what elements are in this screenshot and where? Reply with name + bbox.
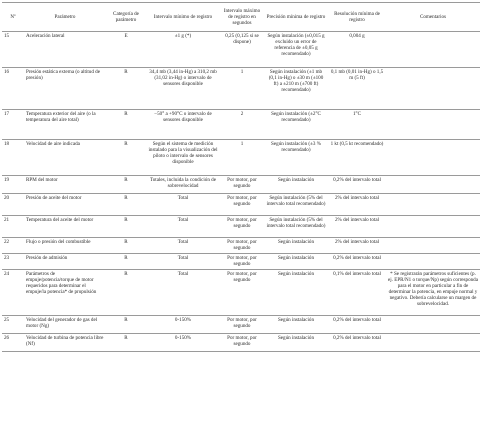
cell-precision: Según instalación: [264, 316, 328, 334]
header-cell-parameter: Parámetro: [24, 3, 106, 32]
table-row: [2, 334, 480, 352]
cell-category: R: [106, 334, 146, 352]
cell-resolution: 0,1 mb (0,01 in-Hg) o 1,5 m (5 ft): [328, 68, 386, 110]
cell-precision: Según instalación: [264, 270, 328, 316]
table-row: [2, 254, 480, 270]
table-row: [2, 270, 480, 316]
cell-comments: [386, 110, 480, 140]
cell-category: R: [106, 316, 146, 334]
cell-range: ±1 g (*): [146, 32, 220, 68]
cell-resolution: 1 kt (0,5 kt recomendado): [328, 140, 386, 176]
cell-range: Total: [146, 216, 220, 238]
table-header: [2, 3, 480, 32]
cell-comments: [386, 254, 480, 270]
cell-no: 18: [2, 140, 24, 176]
cell-resolution: 2% del intervalo total: [328, 238, 386, 254]
cell-category: R: [106, 176, 146, 194]
header-cell-resolution: Resolución mínima de registro: [328, 3, 386, 32]
table-body: [2, 32, 480, 352]
cell-no: 23: [2, 254, 24, 270]
header-cell-category: Categoría de parámetro: [106, 3, 146, 32]
cell-interval: 1: [220, 68, 264, 110]
cell-no: 22: [2, 238, 24, 254]
cell-range: Total: [146, 254, 220, 270]
header-cell-precision: Precisión mínima de registro: [264, 3, 328, 32]
cell-precision: Según instalación (±3 % recomendado): [264, 140, 328, 176]
cell-precision: Según instalación (5% del intervalo total recomendado): [264, 194, 328, 216]
cell-range: 0-150%: [146, 316, 220, 334]
cell-parameter: Velocidad de aire indicada: [24, 140, 106, 176]
cell-category: R: [106, 140, 146, 176]
header-row: [2, 3, 480, 32]
cell-no: 17: [2, 110, 24, 140]
table-row: [2, 32, 480, 68]
cell-category: R: [106, 254, 146, 270]
cell-comments: [386, 238, 480, 254]
cell-comments: [386, 334, 480, 352]
table-row: [2, 238, 480, 254]
cell-category: R: [106, 68, 146, 110]
cell-precision: Según instalación: [264, 254, 328, 270]
cell-range: −50° a +90°C o intervalo de sensores disponible: [146, 110, 220, 140]
cell-parameter: Aceleración lateral: [24, 32, 106, 68]
cell-no: 24: [2, 270, 24, 316]
cell-parameter: Parámetros de empuje/potencia/torque de motor requeridos para determinar el empuje/la potencia* de propulsión: [24, 270, 106, 316]
table-row: [2, 216, 480, 238]
cell-no: 15: [2, 32, 24, 68]
cell-interval: 2: [220, 110, 264, 140]
cell-comments: [386, 176, 480, 194]
cell-category: E: [106, 32, 146, 68]
cell-comments: [386, 32, 480, 68]
cell-category: R: [106, 110, 146, 140]
cell-comments: [386, 68, 480, 110]
cell-parameter: Presión de admisión: [24, 254, 106, 270]
cell-interval: 0,25 (0,125 si se dispone): [220, 32, 264, 68]
cell-no: 16: [2, 68, 24, 110]
table-row: [2, 68, 480, 110]
cell-interval: Por motor, por segundo: [220, 238, 264, 254]
cell-parameter: Temperatura del aceite del motor: [24, 216, 106, 238]
cell-category: R: [106, 194, 146, 216]
cell-precision: Según instalación: [264, 334, 328, 352]
cell-interval: Por motor, por segundo: [220, 254, 264, 270]
cell-resolution: 0,2% del intervalo total: [328, 254, 386, 270]
cell-parameter: Flujo o presión del combustible: [24, 238, 106, 254]
cell-parameter: Presión estática externa (o altitud de presión): [24, 68, 106, 110]
cell-parameter: Temperatura exterior del aire (o la temperatura del aire total): [24, 110, 106, 140]
cell-resolution: 0,004 g: [328, 32, 386, 68]
cell-interval: Por motor, por segundo: [220, 176, 264, 194]
cell-range: 0-150%: [146, 334, 220, 352]
header-cell-no: Nº: [2, 3, 24, 32]
cell-resolution: 0,2% del intervalo total: [328, 176, 386, 194]
cell-category: R: [106, 238, 146, 254]
cell-range: Total: [146, 238, 220, 254]
cell-precision: Según instalación: [264, 238, 328, 254]
cell-range: Totales, incluida la condición de sobrevelocidad: [146, 176, 220, 194]
cell-interval: Por motor, por segundo: [220, 316, 264, 334]
cell-interval: Por motor, por segundo: [220, 216, 264, 238]
table-row: [2, 194, 480, 216]
cell-resolution: 1°C: [328, 110, 386, 140]
cell-range: Total: [146, 194, 220, 216]
cell-resolution: 0,1% del intervalo total: [328, 270, 386, 316]
header-cell-comments: Comentarios: [386, 3, 480, 32]
cell-resolution: 0,2% del intervalo total: [328, 316, 386, 334]
cell-precision: Según instalación (±2°C recomendado): [264, 110, 328, 140]
cell-comments: [386, 140, 480, 176]
cell-no: 20: [2, 194, 24, 216]
cell-comments: * Se registrarán parámetros suficientes (p. ej. EPR/N1 o torque/Np) según corresponda para el motor en particular a fin de determinar la potencia, en empuje normal y negativo. Debería calcularse un margen de sobrevelocidad.: [386, 270, 480, 316]
cell-interval: Por motor, por segundo: [220, 194, 264, 216]
cell-comments: [386, 194, 480, 216]
cell-precision: Según instalación (±0,015 g excluido un error de referencia de ±0,05 g recomendado): [264, 32, 328, 68]
cell-parameter: Presión de aceite del motor: [24, 194, 106, 216]
cell-range: Total: [146, 270, 220, 316]
header-cell-interval: Intervalo máximo de registro en segundos: [220, 3, 264, 32]
cell-no: 19: [2, 176, 24, 194]
cell-parameter: RPM del motor: [24, 176, 106, 194]
cell-resolution: 2% del intervalo total: [328, 194, 386, 216]
cell-no: 25: [2, 316, 24, 334]
cell-precision: Según instalación (±1 mb (0,1 in-Hg) o ±30 m (±100 ft) a ±210 m (±700 ft) recomendado): [264, 68, 328, 110]
cell-resolution: 0,2% del intervalo total: [328, 334, 386, 352]
cell-interval: 1: [220, 140, 264, 176]
cell-precision: Según instalación (5% del intervalo total recomendado): [264, 216, 328, 238]
cell-interval: Por motor, por segundo: [220, 270, 264, 316]
cell-interval: Por motor, por segundo: [220, 334, 264, 352]
table-row: [2, 110, 480, 140]
cell-parameter: Velocidad del generador de gas del motor (Ng): [24, 316, 106, 334]
cell-category: R: [106, 270, 146, 316]
cell-range: Según el sistema de medición instalado para la visualización del piloto o intervalo de sensores disponible: [146, 140, 220, 176]
cell-comments: [386, 316, 480, 334]
table-row: [2, 176, 480, 194]
cell-resolution: 2% del intervalo total: [328, 216, 386, 238]
table-row: [2, 140, 480, 176]
cell-no: 21: [2, 216, 24, 238]
cell-range: 34,4 mb (3,44 in-Hg) a 310,2 mb (31,02 in-Hg) o intervalo de sensores disponible: [146, 68, 220, 110]
cell-no: 26: [2, 334, 24, 352]
parameter-table: [2, 2, 480, 352]
cell-category: R: [106, 216, 146, 238]
cell-comments: [386, 216, 480, 238]
cell-parameter: Velocidad de turbina de potencia libre (Nf): [24, 334, 106, 352]
cell-precision: Según instalación: [264, 176, 328, 194]
header-cell-range: Intervalo mínimo de registro: [146, 3, 220, 32]
table-row: [2, 316, 480, 334]
